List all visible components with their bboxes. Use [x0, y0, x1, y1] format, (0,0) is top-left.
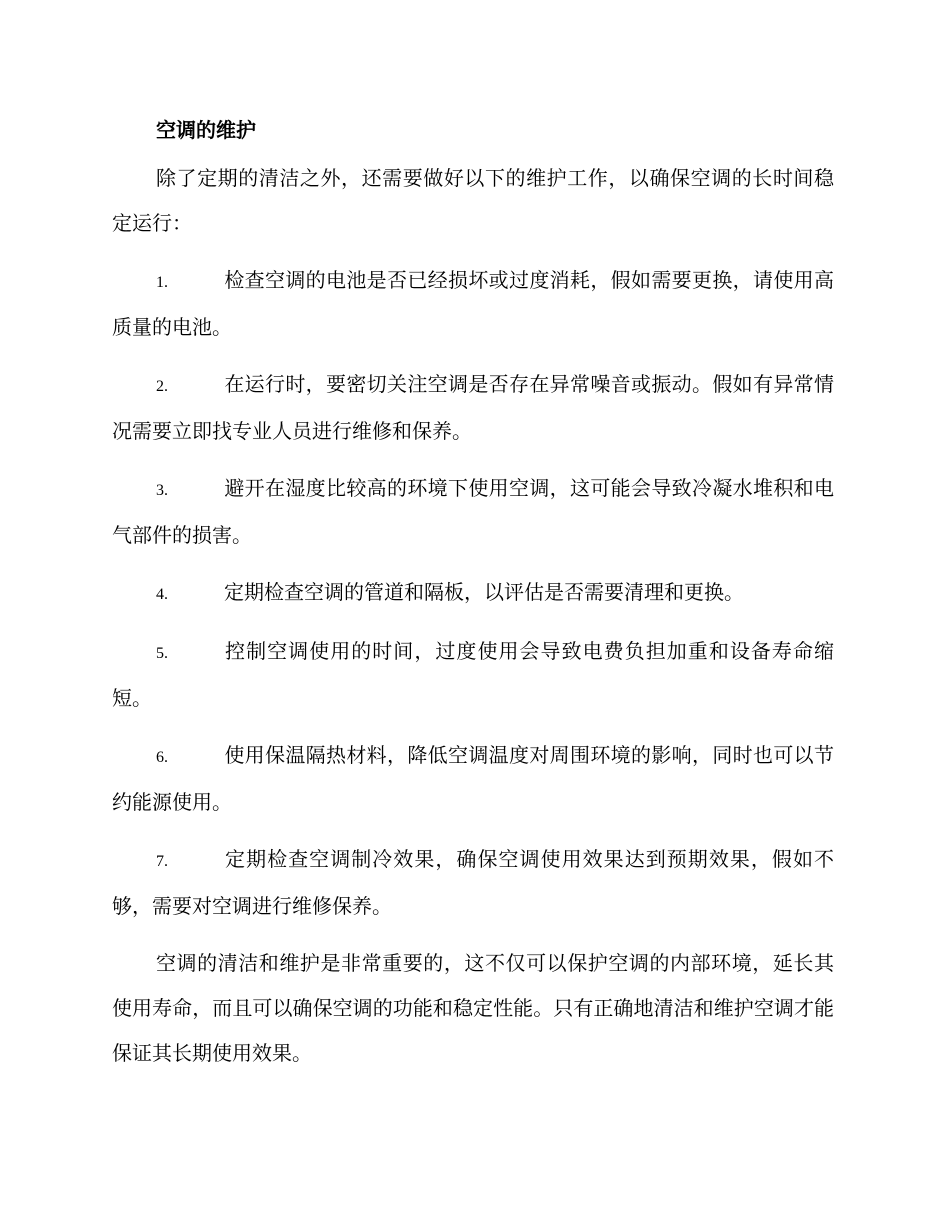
list-item — [112, 362, 834, 454]
list-item-number: 6. — [156, 749, 168, 766]
list-item-text: 检查空调的电池是否已经损坏或过度消耗，假如需要更换，请使用高质量的电池。 — [112, 268, 834, 339]
document-page — [112, 112, 834, 1088]
list-item — [112, 733, 834, 825]
list-item-number: 1. — [156, 274, 168, 291]
list-item-text: 避开在湿度比较高的环境下使用空调，这可能会导致冷凝水堆积和电气部件的损害。 — [112, 476, 834, 547]
list-item-text: 在运行时，要密切关注空调是否存在异常噪音或振动。假如有异常情况需要立即找专业人员进行维修和保养。 — [112, 372, 834, 443]
list-item-number: 7. — [156, 853, 168, 870]
list-item-text: 定期检查空调的管道和隔板，以评估是否需要清理和更换。 — [224, 580, 744, 604]
list-item-text: 定期检查空调制冷效果，确保空调使用效果达到预期效果，假如不够，需要对空调进行维修保养。 — [112, 847, 834, 918]
list-item — [112, 570, 834, 617]
list-item-text: 控制空调使用的时间，过度使用会导致电费负担加重和设备寿命缩短。 — [112, 639, 834, 710]
intro-paragraph: 除了定期的清洁之外，还需要做好以下的维护工作，以确保空调的长时间稳定运行： — [112, 166, 834, 235]
list-item-number: 5. — [156, 645, 168, 662]
section-heading: 空调的维护 — [156, 118, 256, 142]
list-item — [112, 258, 834, 350]
list-item-number: 4. — [156, 586, 168, 603]
conclusion-paragraph: 空调的清洁和维护是非常重要的，这不仅可以保护空调的内部环境，延长其使用寿命，而且可以确保空调的功能和稳定性能。只有正确地清洁和维护空调才能保证其长期使用效果。 — [112, 951, 834, 1065]
maintenance-list — [112, 258, 834, 929]
list-item-number: 3. — [156, 482, 168, 499]
list-item — [112, 629, 834, 721]
list-item — [112, 837, 834, 929]
list-item — [112, 466, 834, 558]
list-item-number: 2. — [156, 378, 168, 395]
list-item-text: 使用保温隔热材料，降低空调温度对周围环境的影响，同时也可以节约能源使用。 — [112, 743, 834, 814]
